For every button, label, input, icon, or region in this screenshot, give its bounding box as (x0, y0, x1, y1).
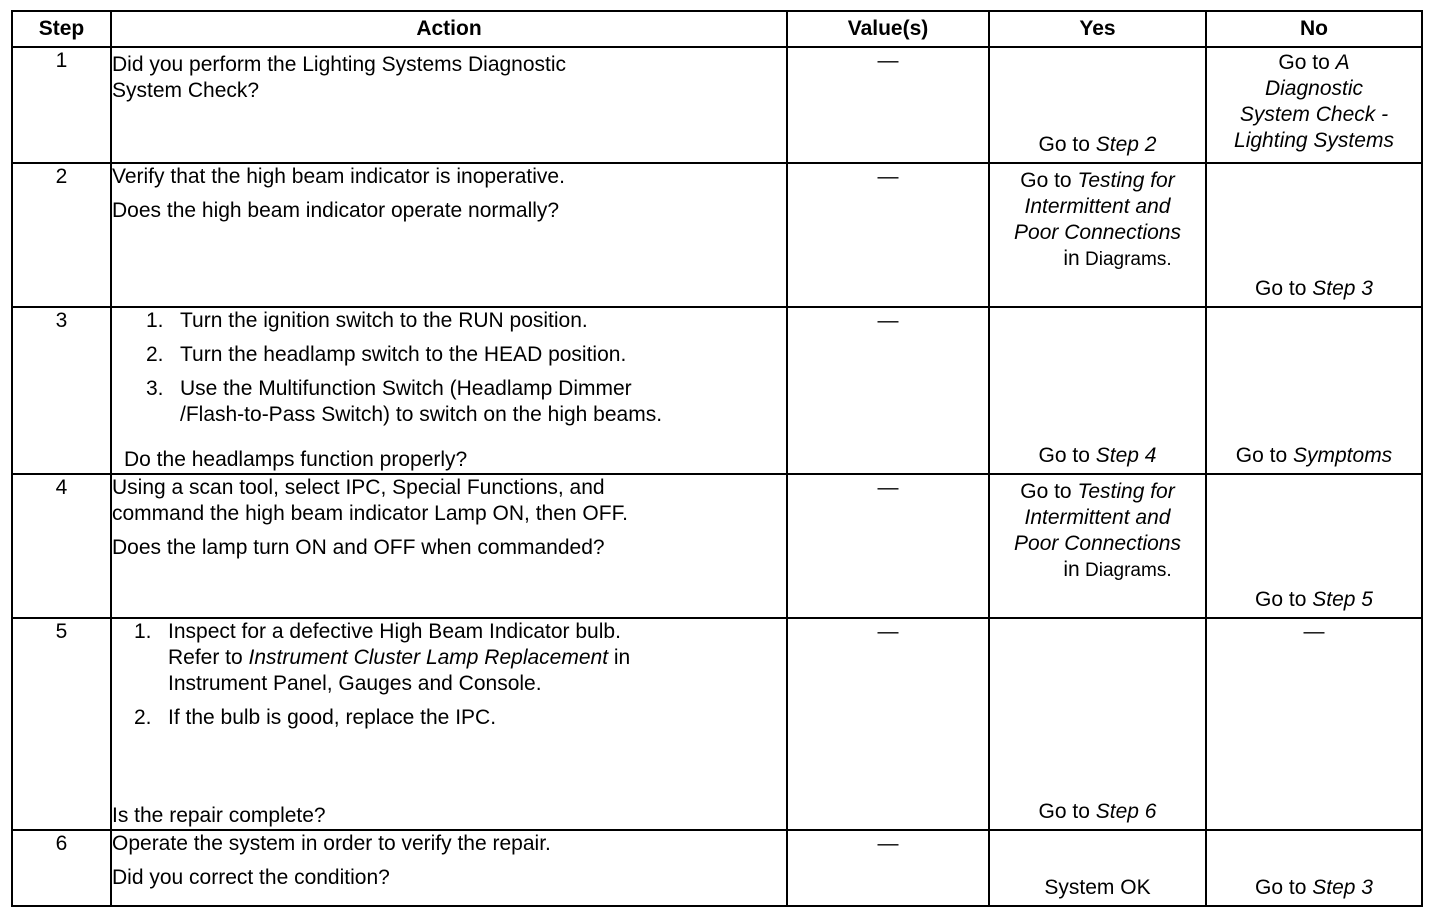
action-cell (111, 307, 787, 474)
yes-goto[interactable]: Go to Testing for Intermittent and Poor Connections in Diagrams. (1014, 169, 1181, 270)
step-number: 2 (12, 163, 111, 307)
table-row (12, 163, 1422, 307)
yes-cell (989, 163, 1206, 307)
list-item: 2. If the bulb is good, replace the IPC. (134, 706, 497, 729)
value-cell (787, 830, 989, 906)
header-no: No (1206, 11, 1422, 47)
list-item: 1. Inspect for a defective High Beam Indicator bulb. Refer to Instrument Cluster Lamp Replacement in Instrument Panel, Gauges and Console. (134, 620, 631, 695)
question: Do the headlamps function properly? (124, 448, 468, 471)
no-goto[interactable]: Go to Step 5 (1255, 588, 1373, 611)
dash: — (877, 620, 899, 643)
no-goto[interactable]: Go to Step 3 (1255, 277, 1373, 300)
yes-cell (989, 618, 1206, 830)
header-row (12, 11, 1422, 47)
list-item: 1. Turn the ignition switch to the RUN position. (146, 309, 588, 332)
value-cell (787, 307, 989, 474)
no-cell (1206, 47, 1422, 163)
table-row (12, 830, 1422, 906)
yes-goto[interactable]: Go to Step 2 (1038, 133, 1157, 156)
yes-goto[interactable]: System OK (1044, 876, 1151, 899)
dash: — (877, 476, 899, 499)
yes-goto[interactable]: Go to Step 4 (1038, 444, 1157, 467)
header-step: Step (12, 11, 111, 47)
step-number: 6 (12, 830, 111, 906)
action-cell: Verify that the high beam indicator is inoperative. Does the high beam indicator operate normally? (111, 163, 787, 307)
action-cell: Using a scan tool, select IPC, Special Functions, and command the high beam indicator Lamp ON, then OFF. Does the lamp turn ON and OFF when commanded? (111, 474, 787, 618)
step-number: 1 (12, 47, 111, 163)
value-cell (787, 163, 989, 307)
yes-goto[interactable]: Go to Testing for Intermittent and Poor Connections in Diagrams. (1014, 480, 1181, 581)
dash: — (877, 49, 899, 72)
dash: — (877, 832, 899, 855)
yes-goto[interactable]: Go to Step 6 (1038, 800, 1157, 823)
table-row (12, 618, 1422, 830)
yes-cell (989, 47, 1206, 163)
yes-cell (989, 830, 1206, 906)
table-row (12, 474, 1422, 618)
no-cell (1206, 830, 1422, 906)
no-cell (1206, 474, 1422, 618)
dash: — (877, 309, 899, 332)
value-cell (787, 474, 989, 618)
action-text: Did you perform the Lighting Systems Diagnostic System Check? (112, 53, 567, 102)
no-goto[interactable]: Go to Step 3 (1255, 876, 1373, 899)
no-cell (1206, 307, 1422, 474)
step-number: 5 (12, 618, 111, 830)
question: Is the repair complete? (112, 804, 326, 827)
header-yes: Yes (989, 11, 1206, 47)
dash: — (877, 165, 899, 188)
step-number: 4 (12, 474, 111, 618)
no-goto[interactable]: Go to A Diagnostic System Check - Lighting Systems (1234, 51, 1394, 152)
yes-cell (989, 307, 1206, 474)
diagnostic-table (11, 10, 1423, 907)
value-cell (787, 618, 989, 830)
table-row (12, 47, 1422, 163)
action-cell: Operate the system in order to verify the repair. Did you correct the condition? (111, 830, 787, 906)
action-cell (111, 47, 787, 163)
header-values: Value(s) (787, 11, 989, 47)
no-goto[interactable]: Go to Symptoms (1235, 444, 1393, 467)
yes-cell (989, 474, 1206, 618)
list-item: 2. Turn the headlamp switch to the HEAD position. (146, 343, 627, 366)
action-cell (111, 618, 787, 830)
list-item: 3. Use the Multifunction Switch (Headlamp Dimmer /Flash-to-Pass Switch) to switch on the high beams. (146, 377, 663, 426)
header-action: Action (111, 11, 787, 47)
dash: — (1303, 620, 1325, 643)
value-cell (787, 47, 989, 163)
table-row (12, 307, 1422, 474)
step-number: 3 (12, 307, 111, 474)
no-cell (1206, 163, 1422, 307)
no-cell (1206, 618, 1422, 830)
